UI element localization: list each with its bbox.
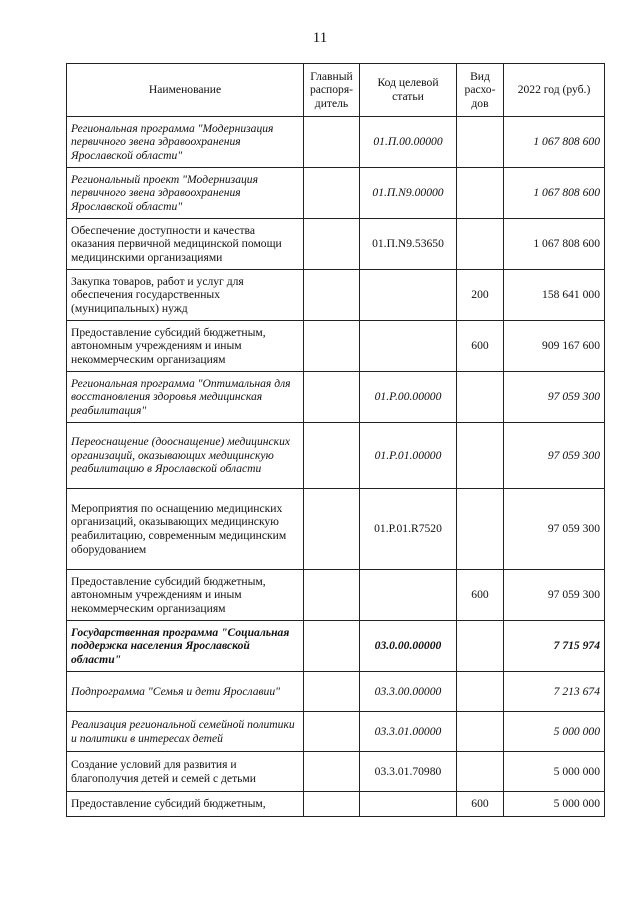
row-target-code-cell: 03.3.01.00000 [360, 712, 457, 752]
row-amount-cell: 97 059 300 [504, 372, 605, 423]
row-amount-cell: 7 213 674 [504, 672, 605, 712]
table-row [67, 270, 605, 321]
row-manager-cell [304, 570, 360, 621]
row-amount-cell: 7 715 974 [504, 621, 605, 672]
row-amount-cell: 909 167 600 [504, 321, 605, 372]
table-row [67, 117, 605, 168]
row-amount-cell: 97 059 300 [504, 489, 605, 570]
row-amount-cell: 5 000 000 [504, 792, 605, 817]
row-target-code-cell [360, 321, 457, 372]
row-amount-cell: 1 067 808 600 [504, 219, 605, 270]
row-target-code-cell [360, 792, 457, 817]
row-manager-cell [304, 672, 360, 712]
row-expense-kind-cell: 600 [457, 792, 504, 817]
row-name-cell: Обеспечение доступности и качества оказания первичной медицинской помощи медицинскими организациями [67, 219, 304, 270]
table-row [67, 168, 605, 219]
row-expense-kind-cell [457, 168, 504, 219]
table-row [67, 219, 605, 270]
row-name-cell: Переоснащение (дооснащение) медицинских организаций, оказывающих медицинскую реабилитацию в Ярославской области [67, 423, 304, 489]
row-target-code-cell: 01.П.N9.53650 [360, 219, 457, 270]
row-expense-kind-cell [457, 752, 504, 792]
row-amount-cell: 97 059 300 [504, 570, 605, 621]
row-name-cell: Создание условий для развития и благополучия детей и семей с детьми [67, 752, 304, 792]
row-expense-kind-cell [457, 117, 504, 168]
row-name-cell: Региональная программа "Модернизация первичного звена здравоохранения Ярославской области" [67, 117, 304, 168]
row-target-code-cell: 03.3.01.70980 [360, 752, 457, 792]
row-target-code-cell: 01.Р.00.00000 [360, 372, 457, 423]
table-row [67, 621, 605, 672]
column-header-expense-kind: Вид расхо-дов [457, 64, 504, 117]
row-manager-cell [304, 117, 360, 168]
row-name-cell: Мероприятия по оснащению медицинских организаций, оказывающих медицинскую реабилитацию, современным медицинским оборудованием [67, 489, 304, 570]
row-target-code-cell: 03.3.00.00000 [360, 672, 457, 712]
table-row [67, 570, 605, 621]
row-manager-cell [304, 270, 360, 321]
row-expense-kind-cell: 600 [457, 570, 504, 621]
row-expense-kind-cell: 600 [457, 321, 504, 372]
row-target-code-cell [360, 270, 457, 321]
table-row [67, 372, 605, 423]
row-amount-cell: 5 000 000 [504, 712, 605, 752]
row-expense-kind-cell [457, 219, 504, 270]
row-amount-cell: 5 000 000 [504, 752, 605, 792]
column-header-target-code: Код целевой статьи [360, 64, 457, 117]
table-row [67, 321, 605, 372]
table-row [67, 489, 605, 570]
row-name-cell: Государственная программа "Социальная поддержка населения Ярославской области" [67, 621, 304, 672]
row-expense-kind-cell [457, 621, 504, 672]
row-manager-cell [304, 219, 360, 270]
row-name-cell: Региональный проект "Модернизация первичного звена здравоохранения Ярославской области" [67, 168, 304, 219]
row-name-cell: Предоставление субсидий бюджетным, автономным учреждениям и иным некоммерческим организациям [67, 321, 304, 372]
row-manager-cell [304, 321, 360, 372]
row-target-code-cell: 01.П.00.00000 [360, 117, 457, 168]
table-row [67, 712, 605, 752]
row-manager-cell [304, 712, 360, 752]
row-expense-kind-cell [457, 712, 504, 752]
row-manager-cell [304, 621, 360, 672]
row-target-code-cell: 01.П.N9.00000 [360, 168, 457, 219]
row-name-cell: Предоставление субсидий бюджетным, [67, 792, 304, 817]
table-row [67, 792, 605, 817]
row-expense-kind-cell [457, 489, 504, 570]
row-target-code-cell [360, 570, 457, 621]
column-header-year: 2022 год (руб.) [504, 64, 605, 117]
table-header-row [67, 64, 605, 117]
page-number: 11 [312, 30, 328, 46]
row-manager-cell [304, 792, 360, 817]
row-expense-kind-cell [457, 672, 504, 712]
row-manager-cell [304, 168, 360, 219]
row-expense-kind-cell [457, 423, 504, 489]
budget-table [66, 63, 605, 817]
row-expense-kind-cell [457, 372, 504, 423]
row-name-cell: Закупка товаров, работ и услуг для обеспечения государственных (муниципальных) нужд [67, 270, 304, 321]
row-amount-cell: 158 641 000 [504, 270, 605, 321]
row-name-cell: Предоставление субсидий бюджетным, автономным учреждениям и иным некоммерческим организациям [67, 570, 304, 621]
row-name-cell: Реализация региональной семейной политики и политики в интересах детей [67, 712, 304, 752]
row-expense-kind-cell: 200 [457, 270, 504, 321]
row-amount-cell: 1 067 808 600 [504, 117, 605, 168]
table-row [67, 423, 605, 489]
table-row [67, 672, 605, 712]
row-manager-cell [304, 372, 360, 423]
table-row [67, 752, 605, 792]
row-target-code-cell: 03.0.00.00000 [360, 621, 457, 672]
row-target-code-cell: 01.Р.01.00000 [360, 423, 457, 489]
row-amount-cell: 1 067 808 600 [504, 168, 605, 219]
row-manager-cell [304, 752, 360, 792]
row-amount-cell: 97 059 300 [504, 423, 605, 489]
row-name-cell: Подпрограмма "Семья и дети Ярославии" [67, 672, 304, 712]
row-name-cell: Региональная программа "Оптимальная для восстановления здоровья медицинская реабилитация" [67, 372, 304, 423]
row-manager-cell [304, 423, 360, 489]
row-manager-cell [304, 489, 360, 570]
column-header-name: Наименование [67, 64, 304, 117]
column-header-manager: Главный распоря-дитель [304, 64, 360, 117]
row-target-code-cell: 01.Р.01.R7520 [360, 489, 457, 570]
